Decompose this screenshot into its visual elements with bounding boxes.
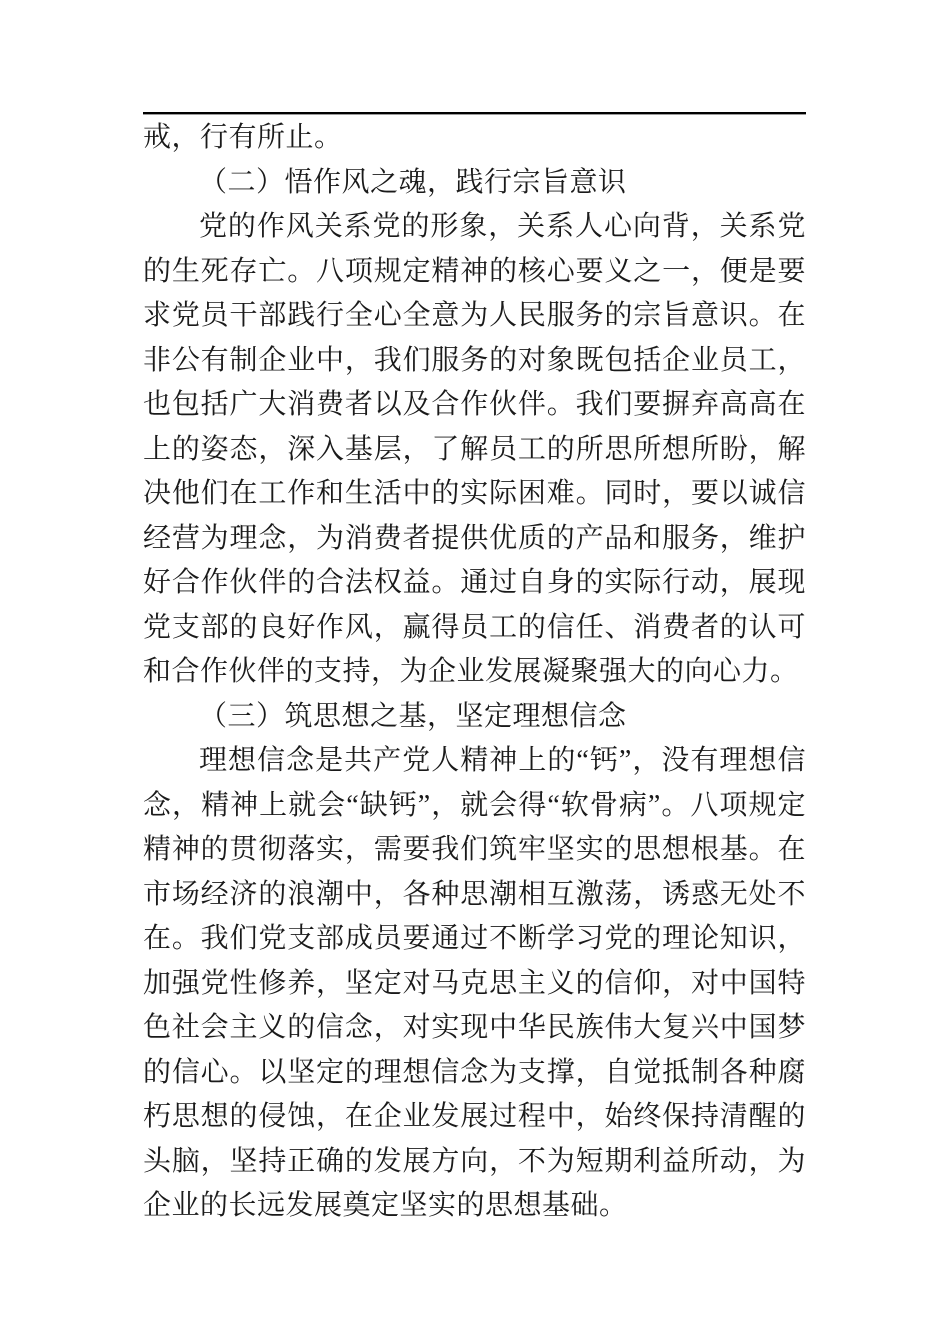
header-divider <box>143 112 806 115</box>
document-body <box>143 116 806 1229</box>
section-heading-3: （三）筑思想之基，坚定理想信念 <box>199 700 627 732</box>
body-paragraph-3: 理想信念是共产党人精神上的“钙”，没有理想信念，精神上就会“缺钙”，就会得“软骨病”。八项规定精神的贯彻落实，需要我们筑牢坚实的思想根基。在市场经济的浪潮中，各种思潮相互激荡，诱惑无处不在。我们党支部成员要通过不断学习党的理论知识，加强党性修养，坚定对马克思主义的信仰，对中国特色社会主义的信念，对实现中华民族伟大复兴中国梦的信心。以坚定的理想信念为支撑，自觉抵制各种腐朽思想的侵蚀，在企业发展过程中，始终保持清醒的头脑，坚持正确的发展方向，不为短期利益所动，为企业的长远发展奠定坚实的思想基础。 <box>143 745 806 1221</box>
page-content <box>143 112 806 1229</box>
body-paragraph-2: 党的作风关系党的形象，关系人心向背，关系党的生死存亡。八项规定精神的核心要义之一，便是要求党员干部践行全心全意为人民服务的宗旨意识。在非公有制企业中，我们服务的对象既包括企业员工，也包括广大消费者以及合作伙伴。我们要摒弃高高在上的姿态，深入基层，了解员工的所思所想所盼，解决他们在工作和生活中的实际困难。同时，要以诚信经营为理念，为消费者提供优质的产品和服务，维护好合作伙伴的合法权益。通过自身的实际行动，展现党支部的良好作风，赢得员工的信任、消费者的认可和合作伙伴的支持，为企业发展凝聚强大的向心力。 <box>143 211 806 687</box>
section-heading-2: （二）悟作风之魂，践行宗旨意识 <box>199 166 627 198</box>
paragraph-continuation: 戒，行有所止。 <box>143 122 343 153</box>
